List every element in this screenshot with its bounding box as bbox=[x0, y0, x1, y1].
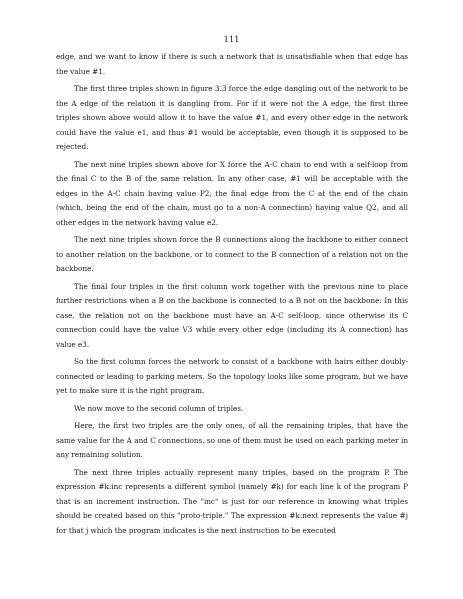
page-body bbox=[56, 50, 408, 538]
paragraph-2: The first three triples shown in figure 3.3 force the edge dangling out of the network to be the A edge of the relation it is dangling from. For if it were not the A edge, the first three triples shown above would allow it to have the value #1, and every other edge in the network could have the value e1, and thus #1 would be acceptable, even though it is supposed to be rejected. bbox=[56, 84, 408, 151]
paragraph-7: We now move to the second column of triples. bbox=[74, 403, 244, 413]
page-number: 111 bbox=[223, 34, 240, 44]
paragraph-1: edge, and we want to know if there is such a network that is unsatisfiable when that edge has the value #1. bbox=[56, 52, 408, 76]
paragraph-9: The next three triples actually represent many triples, based on the program P. The expression #k:inc represents a different symbol (namely #k) for each line k of the program P that is an increment instruction. The "inc" is just for our reference in knowing what triples should be created based on this "proto-triple." The expression #k:next represents the value #j for that j which the program indicates is the next instruction to be executed bbox=[56, 467, 408, 535]
paragraph-5: The final four triples in the first column work together with the previous nine to place further restrictions when a B on the backbone is connected to a B not on the backbone: In this case, the relation not on the backbone must have an A-C self-loop, since otherwise its C connection could have the value V3 while every other edge (including its A connection) has value e3. bbox=[56, 281, 408, 349]
paragraph-6: So the first column forces the network to consist of a backbone with hairs either doubly-connected or leading to parking meters. So the topology looks like some program, but we have yet to make sure it is the right program. bbox=[56, 357, 408, 395]
paragraph-3: The next nine triples shown above for X force the A-C chain to end with a self-loop from the final C to the B of the same relation. In any other case, #1 will be acceptable with the edges in the A-C chain having value P2, the final edge from the C at the end of the chain (which, being the end of the chain, must go to a non-A connection) having value Q2, and all other edges in the network having value e2. bbox=[56, 159, 408, 227]
paragraph-4: The next nine triples shown force the B connections along the backbone to either connect to another relation on the backbone, or to connect to the B connection of a relation not on the backbone. bbox=[56, 235, 408, 273]
paragraph-8: Here, the first two triples are the only ones, of all the remaining triples, that have the same value for the A and C connections, so one of them must be used on each parking meter in any remaining solution. bbox=[56, 421, 408, 459]
